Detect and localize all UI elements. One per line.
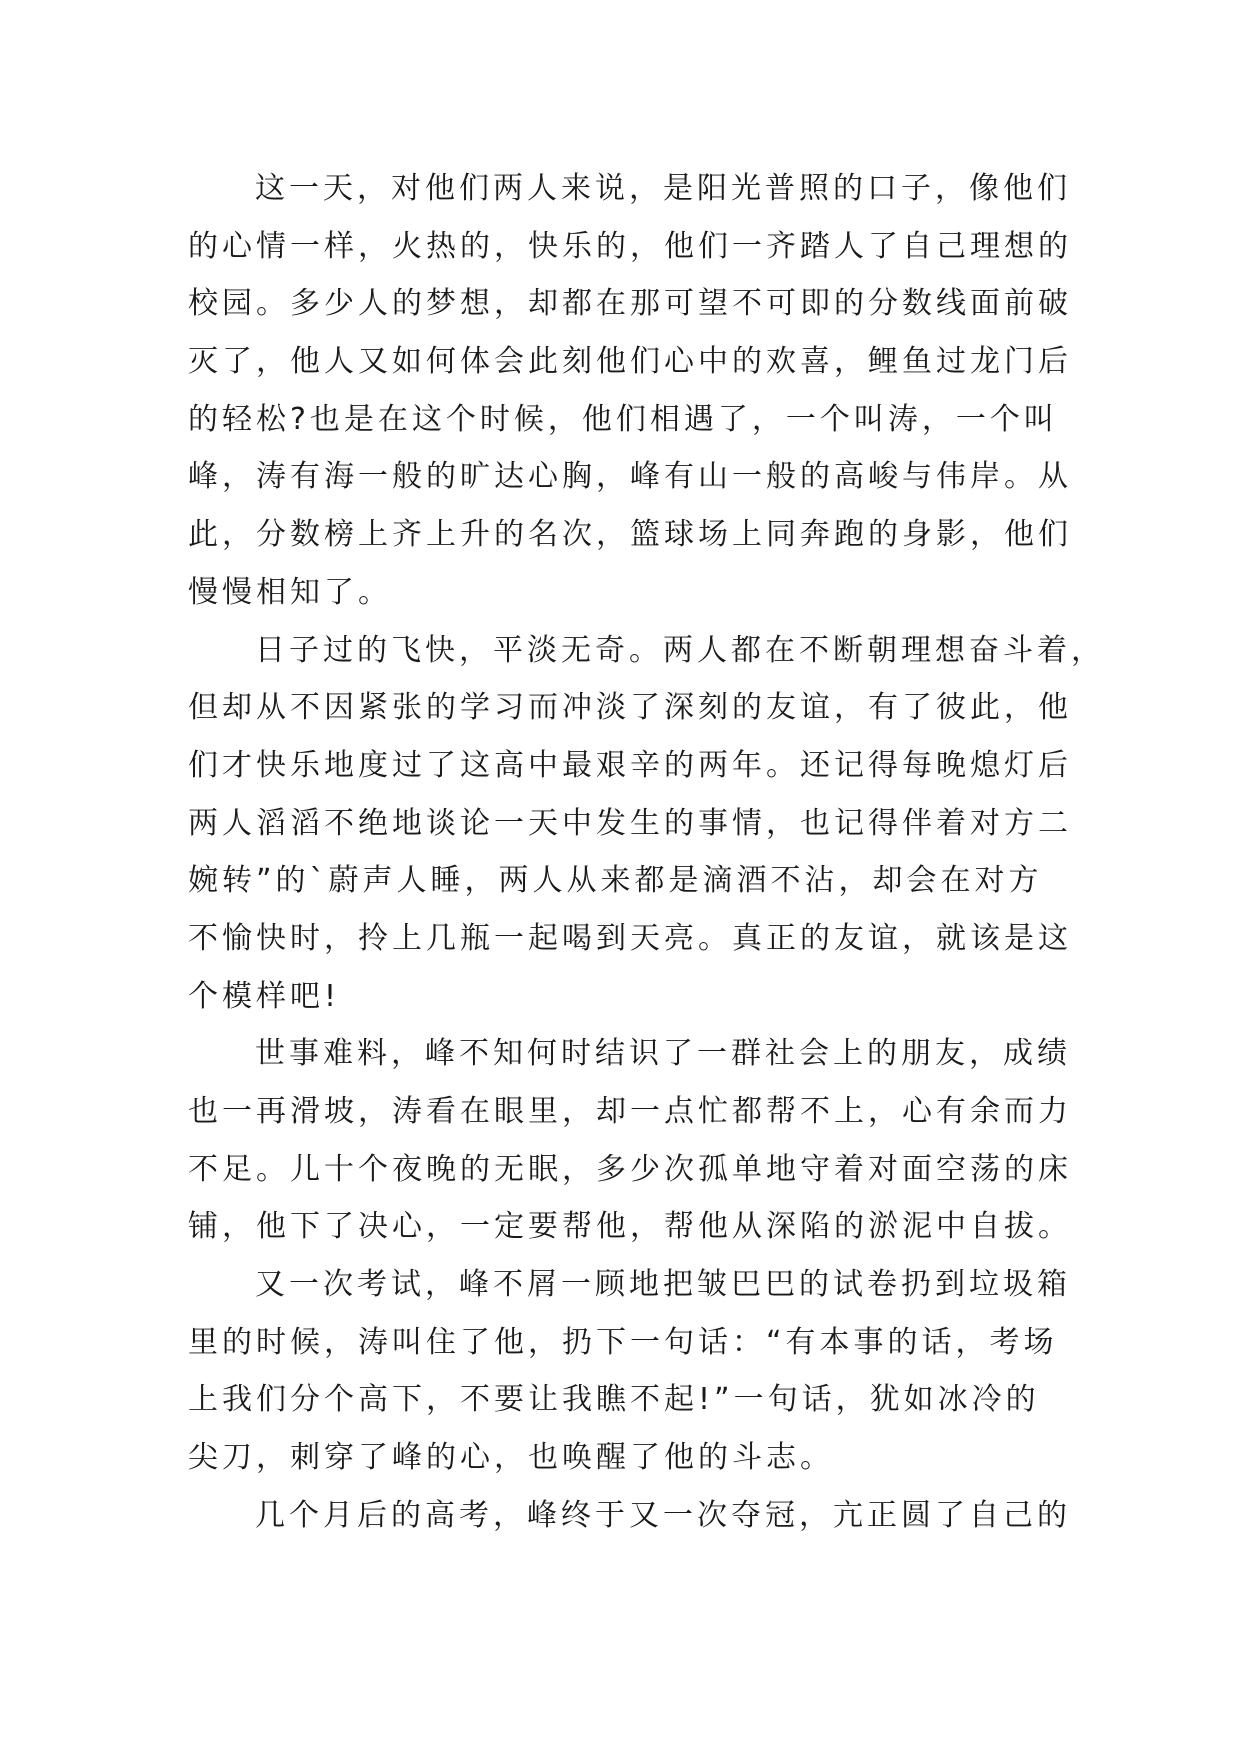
text-line: 婉转”的`蔚声人睡，两人从来都是滴酒不沾，却会在对方 (188, 863, 1043, 899)
text-line: 但却从不因紧张的学习而冲淡了深刻的友谊，有了彼此，他 (188, 690, 1072, 726)
text-line: 又一次考试，峰不屑一顾地把皱巴巴的试卷扔到垃圾箱 (255, 1267, 1071, 1303)
paragraph (188, 1256, 1071, 1487)
text-line: 也一再滑坡，涛看在眼里，却一点忙都帮不上，心有余而力 (188, 1094, 1072, 1129)
text-line: 日子过的飞快，平淡无奇。两人都在不断朝理想奋斗着， (255, 632, 1105, 668)
text-line: 铺，他下了决心，一定要帮他，帮他从深陷的淤泥中自拔。 (188, 1209, 1072, 1245)
text-line: 上我们分个高下，不要让我瞧不起!”一句话，犹如冰冷的 (188, 1382, 1040, 1418)
body-text (188, 160, 1105, 1545)
text-line: 此，分数榜上齐上升的名次，篮球场上同奔跑的身影，他们 (188, 517, 1072, 553)
paragraph (188, 1487, 1071, 1545)
text-line: 几个月后的高考，峰终于又一次夺冠，亢正圆了自己的 (255, 1497, 1071, 1533)
text-line: 世事难料，峰不知何时结识了一群社会上的朋友，成绩 (255, 1036, 1071, 1072)
text-line: 灭了，他人又如何体会此刻他们心中的欢喜，鲤鱼过龙门后 (188, 344, 1072, 380)
text-line: 个模样吧! (188, 978, 341, 1014)
text-line: 里的时候，涛叫住了他，扔下一句话：“有本事的话，考场 (188, 1324, 1058, 1360)
text-line: 两人滔滔不绝地谈论一天中发生的事情，也记得伴着对方二 (188, 805, 1072, 841)
text-line: 不愉快时，拎上几瓶一起喝到天亮。真正的友谊，就该是这 (188, 920, 1072, 956)
text-line: 校园。多少人的梦想，却都在那可望不可即的分数线面前破 (188, 286, 1072, 322)
text-line: 峰，涛有海一般的旷达心胸，峰有山一般的高峻与伟岸。从 (188, 459, 1072, 495)
text-line: 这一天，对他们两人来说，是阳光普照的口子，像他们 (255, 171, 1071, 206)
paragraph (188, 622, 1105, 1026)
paragraph (188, 160, 1072, 622)
text-line: 慢慢相知了。 (188, 574, 392, 610)
text-line: 不足。儿十个夜晚的无眠，多少次孤单地守着对面空荡的床 (188, 1151, 1072, 1187)
text-line: 的轻松?也是在这个时候，他们相遇了，一个叫涛，一个叫 (188, 401, 1058, 437)
text-line: 们才快乐地度过了这高中最艰辛的两年。还记得每晚熄灯后 (188, 747, 1072, 783)
text-line: 尖刀，刺穿了峰的心，也唤醒了他的斗志。 (188, 1440, 834, 1476)
paragraph (188, 1025, 1072, 1256)
text-line: 的心情一样，火热的，快乐的，他们一齐踏人了自己理想的 (188, 228, 1072, 264)
